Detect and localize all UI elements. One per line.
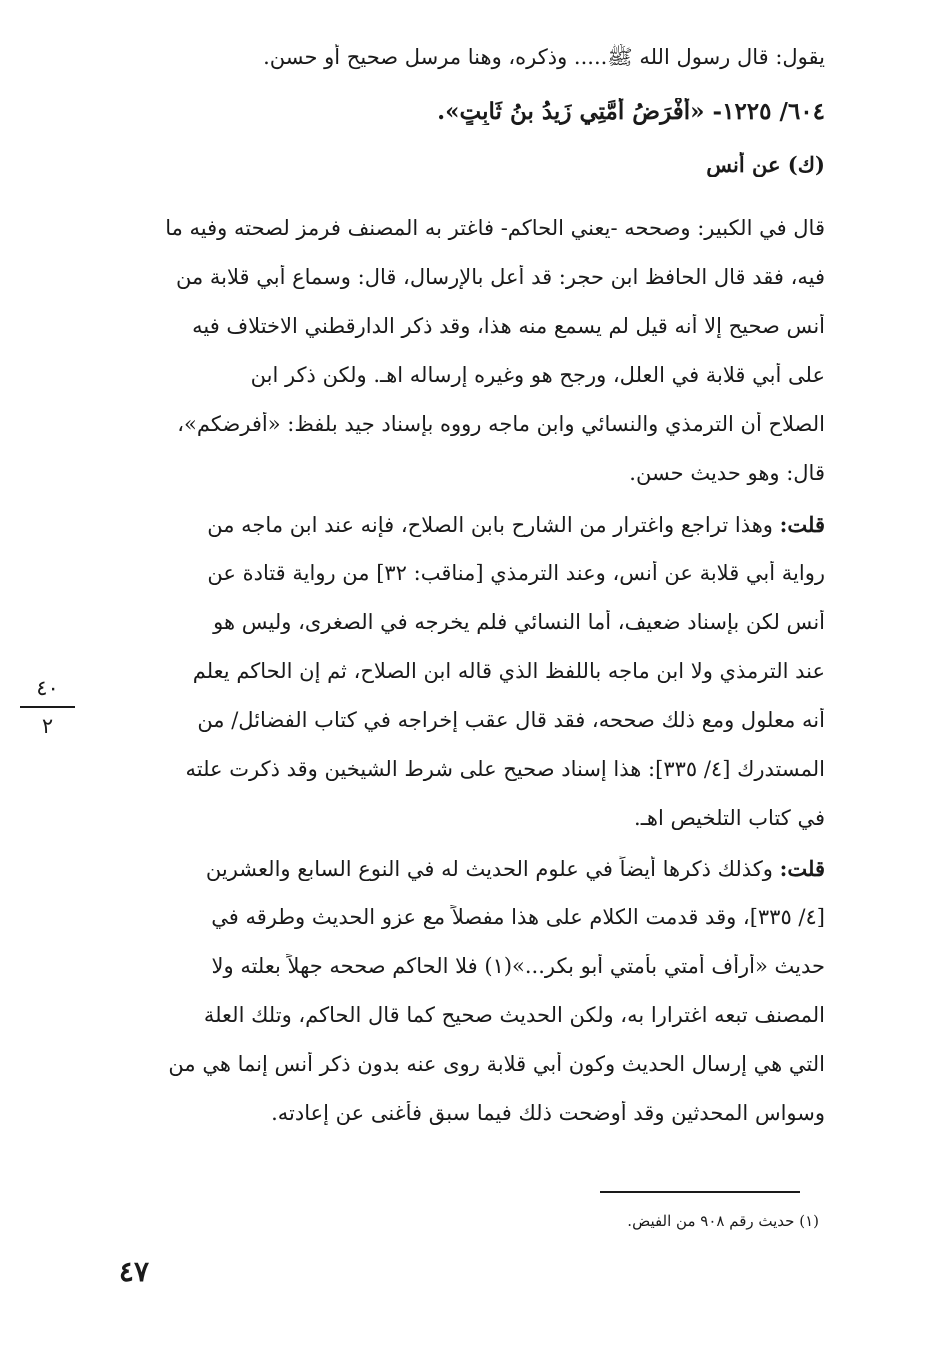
footnote-divider <box>600 1191 800 1193</box>
text-line: عند الترمذي ولا ابن ماجه باللفظ الذي قاله ابن الصلاح، ثم إن الحاكم يعلم <box>192 659 825 683</box>
hadith-heading: ٦٠٤/ ١٢٢٥- «أَفْرَضُ أُمَّتِي زَيدُ بنُ ثَابِتٍ». <box>437 98 825 125</box>
margin-reference-bottom: ٢ <box>41 714 54 738</box>
margin-reference-divider <box>20 706 75 708</box>
text-line: الصلاح أن الترمذي والنسائي وابن ماجه رووه بإسناد جيد بلفظ: «أفرضكم»، <box>177 412 825 436</box>
header-line: يقول: قال رسول الله ﷺ..... وذكره، وهنا مرسل صحيح أو حسن. <box>263 45 825 69</box>
text-line <box>100 512 825 537</box>
source-line: (ك) عن أنس <box>706 152 825 177</box>
footnote: (١) حديث رقم ٩٠٨ من الفيض. <box>627 1212 819 1230</box>
paragraph-text: وهذا تراجع واغترار من الشارح بابن الصلاح، فإنه عند ابن ماجه من <box>207 513 780 537</box>
paragraph-label: قلت: <box>779 512 825 537</box>
text-line: أنه معلول ومع ذلك صححه، فقد قال عقب إخراجه في كتاب الفضائل/ من <box>197 708 825 732</box>
text-line: [٤/ ٣٣٥]، وقد قدمت الكلام على هذا مفصلاً مع عزو الحديث وطرقه في <box>211 905 825 929</box>
text-line: فيه، فقد قال الحافظ ابن حجر: قد أعل بالإرسال، قال: وسماع أبي قلابة من <box>176 265 825 289</box>
paragraph-label: قلت: <box>779 856 825 881</box>
margin-reference-top: ٤٠ <box>36 676 59 700</box>
text-line: في كتاب التلخيص اهـ. <box>634 806 825 830</box>
text-line: المصنف تبعه اغترارا به، ولكن الحديث صحيح كما قال الحاكم، وتلك العلة <box>203 1003 825 1027</box>
text-line: حديث «أرأف أمتي بأمتي أبو بكر...»(١) فلا الحاكم صححه جهلاً بعلته ولا <box>211 954 825 978</box>
text-line: قال في الكبير: وصححه -يعني الحاكم- فاغتر به المصنف فرمز لصحته وفيه ما <box>165 216 825 240</box>
text-line: أنس صحيح إلا أنه قيل لم يسمع منه هذا، وقد ذكر الدارقطني الاختلاف فيه <box>192 314 825 338</box>
text-line: وسواس المحدثين وقد أوضحت ذلك فيما سبق فأغنى عن إعادته. <box>271 1101 825 1125</box>
paragraph-text: وكذلك ذكرها أيضاً في علوم الحديث له في النوع السابع والعشرين <box>205 857 780 881</box>
text-line <box>100 856 825 881</box>
margin-reference <box>20 676 75 738</box>
text-line: المستدرك [٤/ ٣٣٥]: هذا إسناد صحيح على شرط الشيخين وقد ذكرت علته <box>185 757 825 781</box>
text-line: قال: وهو حديث حسن. <box>629 461 825 485</box>
text-line: التي هي إرسال الحديث وكون أبي قلابة روى عنه بدون ذكر أنس إنما هي من <box>168 1052 825 1076</box>
text-line: رواية أبي قلابة عن أنس، وعند الترمذي [مناقب: ٣٢] من رواية قتادة عن <box>207 561 825 585</box>
text-line: أنس لكن بإسناد ضعيف، أما النسائي فلم يخرجه في الصغرى، وليس هو <box>213 610 825 634</box>
text-line: على أبي قلابة في العلل، ورجح هو وغيره إرساله اهـ. ولكن ذكر ابن <box>250 363 825 387</box>
page-number: ٤٧ <box>118 1255 149 1288</box>
